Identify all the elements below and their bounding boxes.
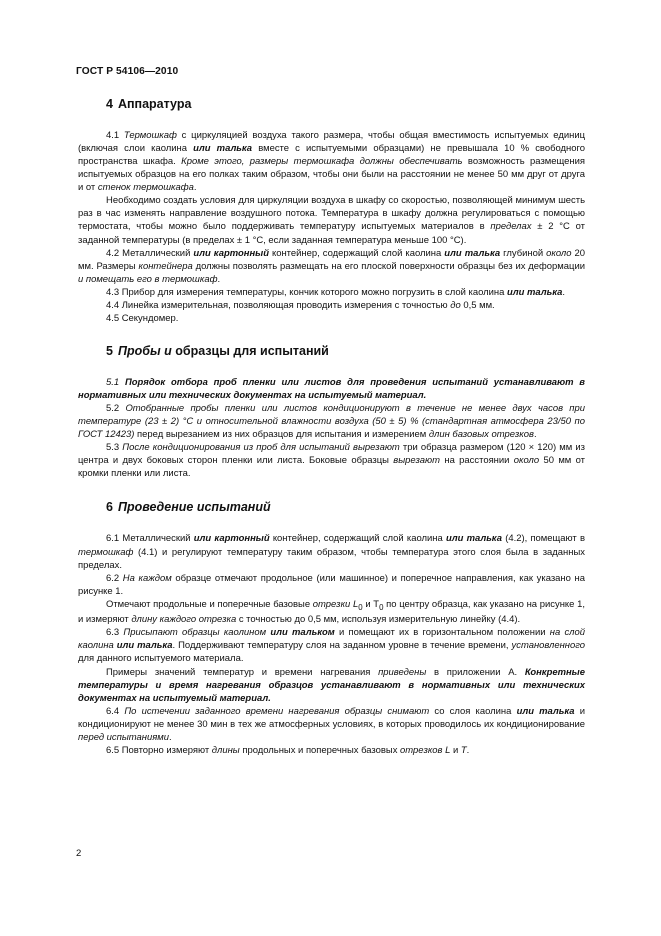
paragraph-6-1: 6.1 Металлический или картонный контейнер, содержащий слой каолина или талька (4.2), помещают в термошкаф (4.1) и регулируют температуру таким образом, чтобы температура этого слоя была в заданных пределах. xyxy=(78,533,585,571)
paragraph-4-2: 4.2 Металлический или картонный контейнер, содержащий слой каолина или талька глубиной около 20 мм. Размеры контейнера должны позволять размещать на его плоской поверхности образцы без их деформации и помещать его в термошкаф. xyxy=(78,247,585,285)
paragraph-5-3: 5.3 После кондиционирования из проб для испытаний вырезают три образца размером (120 × 120) мм из центра и двух боковых сторон пленки или листа. Боковые образцы вырезают на расстоянии около 50 мм от кромки пленки или листа. xyxy=(78,442,586,480)
paragraph-6-4: 6.4 По истечении заданного времени нагревания образцы снимают со слоя каолина или талька и кондиционируют не менее 30 мин в тех же атмосферных условиях, в которых проводилось их кондиционирование перед испытаниями. xyxy=(78,705,585,743)
paragraph-4-5: 4.5 Секундомер. xyxy=(106,312,179,324)
paragraph-4-1-airflow: Необходимо создать условия для циркуляции воздуха в шкафу со скоростью, позволяющей минимум шесть раз в час изменять направление воздушного потока. Температура в шкафу должна регулироваться с помощью термостата, чтобы можно было поддерживать температуру испытуемых материалов в пределах ± 2 °С от заданной температуры (в пределах ± 1 °С, если заданная температура меньше 100 °С). xyxy=(78,195,585,246)
page-header: ГОСТ Р 54106—2010 xyxy=(76,66,179,77)
page-number: 2 xyxy=(76,848,82,859)
paragraph-6-3-examples: Примеры значений температур и времени нагревания приведены в приложении А. Конкретные температуры и время нагревания образцов устанавливают в нормативных или технических документах на испытуемый материал. xyxy=(78,666,585,704)
paragraph-4-1: 4.1 Термошкаф с циркуляцией воздуха такого размера, чтобы общая вместимость испытуемых единиц (включая слои каолина или талька вместе с испытуемыми образцами) не превышала 10 % свободного пространства шкафа. Кроме этого, размеры термошкафа должны обеспечивать возможность размещения испытуемых образцов на его полках таким образом, чтобы они были на расстоянии не менее 50 мм друг от друга и от стенок термошкафа. xyxy=(78,130,586,194)
section-6-heading: 6 Проведение испытаний xyxy=(106,500,271,515)
paragraph-6-3: 6.3 Присыпают образцы каолином или тальком и помещают их в горизонтальном положении на слой каолина или талька. Поддерживают температуру слоя на заданном уровне в течение времени, установленного для данного испытуемого материала. xyxy=(78,627,586,665)
paragraph-5-1: 5.1 Порядок отбора проб пленки или листов для проведения испытаний устанавливают в нормативных или технических документах на испытуемый материал. xyxy=(78,376,585,401)
paragraph-4-4: 4.4 Линейка измерительная, позволяющая проводить измерения с точностью до 0,5 мм. xyxy=(106,299,495,311)
paragraph-6-2-measure: Отмечают продольные и поперечные базовые отрезки $L_0$ и $T_0$ по центру образца, как указано на рисунке 1, и измеряют длину каждого отрезка с точностью до 0,5 мм, используя измерительную линейку (4.4). xyxy=(78,598,585,626)
paragraph-4-3: 4.3 Прибор для измерения температуры, кончик которого можно погрузить в слой каолина или талька. xyxy=(106,286,566,298)
paragraph-6-5: 6.5 Повторно измеряют длины продольных и поперечных базовых отрезков L и T. xyxy=(106,744,470,756)
section-5-heading: 5 Пробы и образцы для испытаний xyxy=(106,343,329,358)
paragraph-5-2: 5.2 Отобранные пробы пленки или листов кондиционируют в течение не менее двух часов при температуре (23 ± 2) °С и относительной влажности воздуха (50 ± 5) % (стандартная атмосфера 23/50 по ГОСТ 12423) перед вырезанием из них образцов для испытания и измерением длин базовых отрезков. xyxy=(78,403,585,441)
section-4-heading: 4 Аппаратура xyxy=(106,97,192,111)
document-body xyxy=(78,96,585,757)
paragraph-6-2: 6.2 На каждом образце отмечают продольное (или машинное) и поперечное направления, как указано на рисунке 1. xyxy=(78,572,586,597)
